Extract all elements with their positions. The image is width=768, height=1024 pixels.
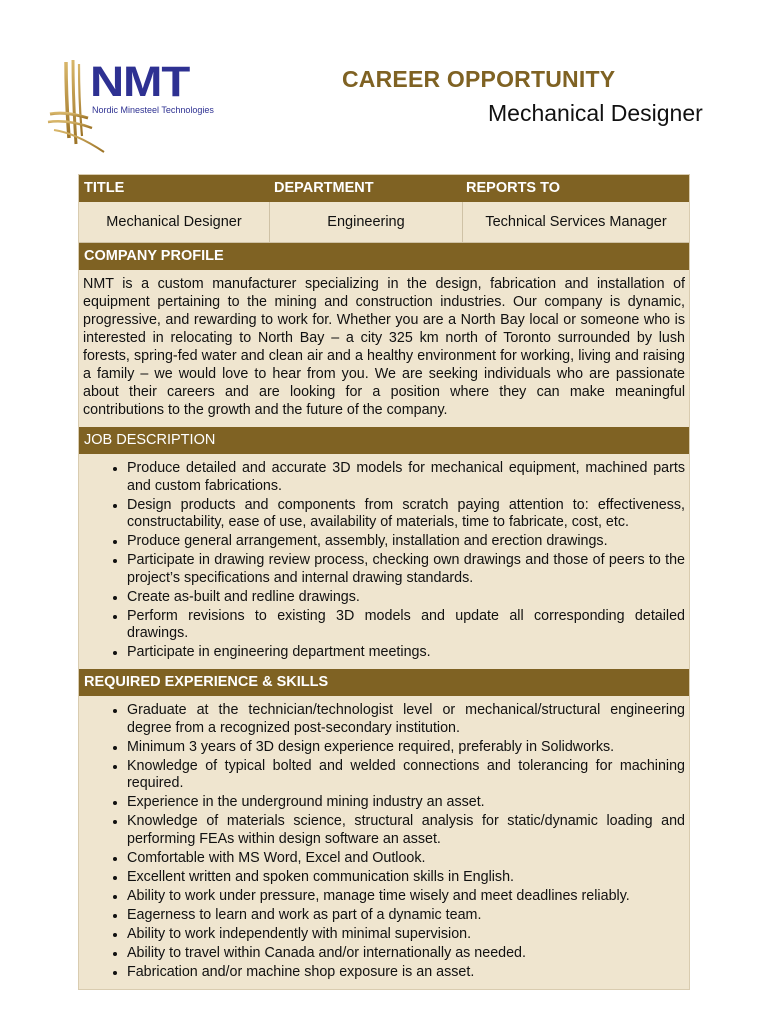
header-title: TITLE [84,180,125,196]
list-item: • Comfortable with MS Word, Excel and Outlook. [127,850,685,868]
list-item: • Knowledge of materials science, structural analysis for static/dynamic loading and performing FEAs within design software an asset. [127,813,685,848]
value-title: Mechanical Designer [79,202,270,242]
list-item: • Perform revisions to existing 3D models and update all corresponding detailed drawings. [127,608,685,643]
list-item: • Produce general arrangement, assembly, installation and erection drawings. [127,533,685,551]
header-department: DEPARTMENT [274,180,374,196]
skills-heading: REQUIRED EXPERIENCE & SKILLS [79,669,689,696]
list-item: • Ability to work independently with minimal supervision. [127,926,685,944]
list-item: • Minimum 3 years of 3D design experience required, preferably in Solidworks. [127,739,685,757]
list-item: • Ability to work under pressure, manage time wisely and meet deadlines reliably. [127,888,685,906]
list-item: • Eagerness to learn and work as part of a dynamic team. [127,907,685,925]
job-posting-card [78,174,690,990]
skills-list [79,696,689,989]
logo-wordmark: NMT [90,58,190,106]
list-item: • Experience in the underground mining industry an asset. [127,794,685,812]
header-reports-to: REPORTS TO [466,180,560,196]
position-title: Mechanical Designer [488,100,703,126]
company-profile-heading: COMPANY PROFILE [79,243,689,270]
list-item: • Participate in engineering department meetings. [127,644,685,662]
value-reports-to: Technical Services Manager [485,214,667,230]
job-description-heading: JOB DESCRIPTION [79,427,689,454]
table-header-row [79,175,689,202]
list-item: • Produce detailed and accurate 3D models for mechanical equipment, machined parts and custom fabrications. [127,460,685,495]
list-item: • Design products and components from scratch paying attention to: effectiveness, constructability, ease of use, availability of materials, time to fabricate, cost, etc. [127,497,685,532]
list-item: • Ability to travel within Canada and/or internationally as needed. [127,945,685,963]
list-item: • Participate in drawing review process, checking own drawings and those of peers to the project’s specifications and internal drawing standards. [127,552,685,587]
page-title: CAREER OPPORTUNITY [342,66,616,92]
list-item: • Knowledge of typical bolted and welded connections and tolerancing for machining required. [127,758,685,793]
list-item: • Graduate at the technician/technologist level or mechanical/structural engineering degree from a recognized post-secondary institution. [127,702,685,737]
job-description-list [79,454,689,669]
company-profile-text: NMT is a custom manufacturer specializing in the design, fabrication and installation of equipment pertaining to the mining and construction industries. Our company is dynamic, progressive, and rewarding to work for. Whether you are a North Bay local or someone who is interested in relocating to North Bay – a city 325 km north of Toronto surrounded by lush forests, spring-fed water and clean air and a healthy environment for working, living and raising a family – we would love to hear from you. We are seeking individuals who are passionate about their careers and are looking for a position where they can make meaningful contributions to the growth and the future of the company. [83,276,685,418]
company-logo [46,56,236,166]
list-item: • Excellent written and spoken communication skills in English. [127,869,685,887]
list-item: • Create as-built and redline drawings. [127,589,685,607]
table-value-row [79,202,689,243]
logo-subtitle: Nordic Minesteel Technologies [92,105,214,115]
value-department: Engineering [270,202,463,242]
list-item: • Fabrication and/or machine shop exposure is an asset. [127,964,685,982]
